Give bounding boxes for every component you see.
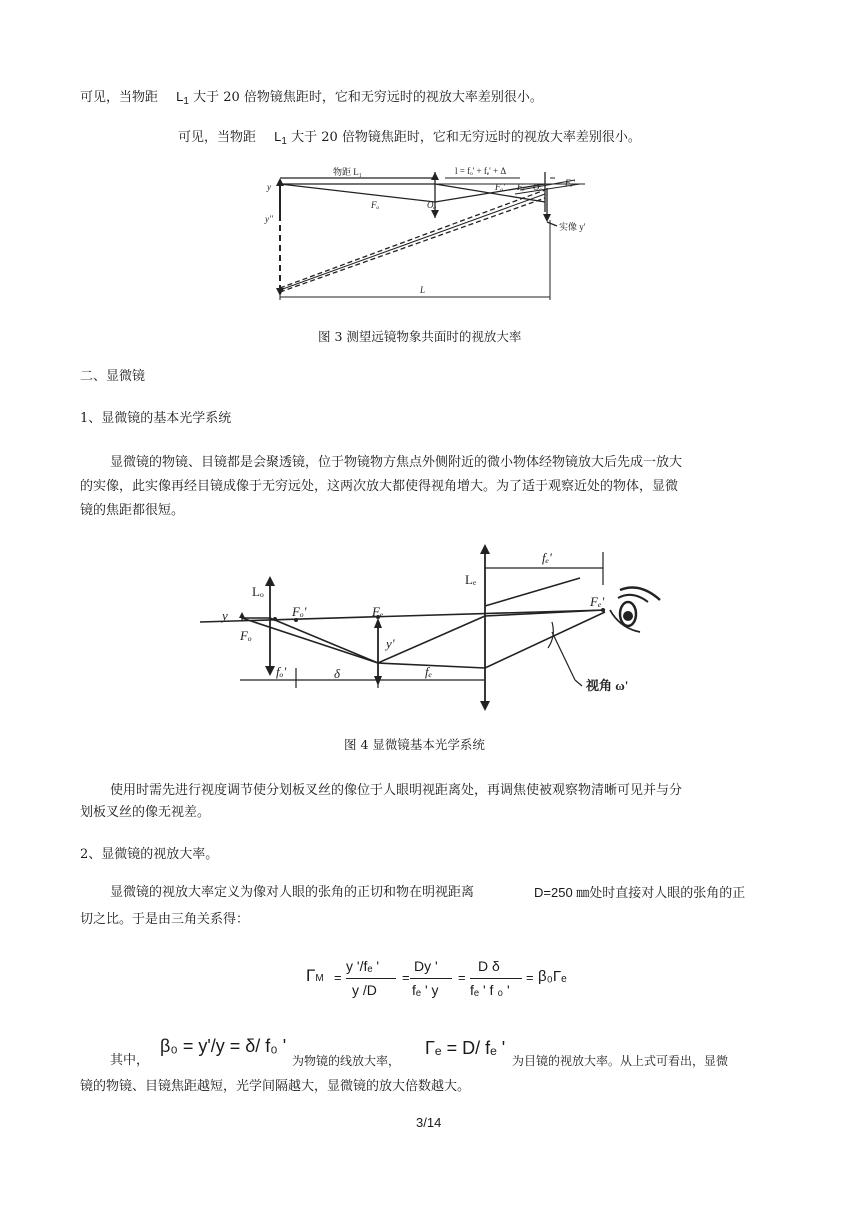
fig3-label-y: y: [267, 182, 271, 192]
gamma-expression: Γₑ = D/ fₑ ': [425, 1038, 506, 1058]
fig4-label-Fo: Fₒ: [240, 628, 252, 643]
subheading-basic-optics: 1、显微镜的基本光学系统: [80, 411, 232, 426]
fig3-label-y2: y'': [265, 214, 273, 224]
para3-part2: D=250 ㎜处时直接对人眼的张角的正: [534, 885, 746, 900]
formula-magnification: [306, 958, 566, 1008]
para4-tail: 为目镜的视放大率。从上式可看出，显微: [512, 1054, 729, 1068]
figure-3-telescope-diagram: [255, 160, 595, 310]
fig3-label-Oo: Oₒ: [427, 200, 437, 210]
symbol-L1: $L_1$: [176, 89, 189, 107]
fig3-label-dist: 物距 L₁: [333, 167, 362, 177]
para4-lead: 其中，: [110, 1053, 150, 1068]
formula-f3-bar: [470, 978, 522, 979]
intro-line-2-post: 大于 20 倍物镜焦距时，它和无穷远时的视放大率差别很小。: [291, 130, 641, 145]
para1-line-3: 镜的焦距都很短。: [80, 503, 185, 518]
fig3-label-L: L: [420, 285, 426, 295]
formula-eq-1: =: [334, 970, 342, 985]
fig3-label-Fe: Fₑ: [517, 182, 525, 192]
fig4-label-fe: fₑ: [425, 664, 433, 679]
formula-f1-num: y '/fₑ ': [346, 958, 380, 974]
formula-f1-den: y /D: [352, 982, 377, 998]
formula-eq-3: =: [458, 970, 466, 985]
para4-mid: 为物镜的线放大率，: [292, 1054, 401, 1068]
formula-gamma: ΓM: [306, 966, 324, 985]
fig3-label-Oe: Oₑ: [533, 182, 542, 192]
fig4-label-Fe: Fₑ: [372, 604, 384, 619]
fig4-label-angle: 视角 ω': [586, 678, 629, 693]
formula-f1-bar: [346, 978, 396, 979]
figure-3-caption: 图 3 测望远镜物象共面时的视放大率: [318, 329, 522, 344]
subheading-magnification: 2、显微镜的视放大率。: [80, 847, 219, 862]
beta-expression: β₀ = y'/y = δ/ f₀ ': [160, 1036, 287, 1056]
fig4-label-y: y: [222, 608, 228, 623]
para4-line2: 镜的物镜、目镜焦距越短，光学间隔越大，显微镜的放大倍数越大。: [80, 1079, 471, 1094]
symbol-L1-2: $L_1$: [274, 129, 287, 147]
fig4-label-Lo: Lₒ: [252, 584, 264, 599]
fig3-label-Fo2: Fₒ': [495, 182, 505, 192]
formula-result: β₀Γₑ: [538, 968, 567, 985]
para3-part1: 显微镜的视放大率定义为像对人眼的张角的正切和物在明视距离: [110, 885, 475, 900]
para1-line-1: 显微镜的物镜、目镜都是会聚透镜，位于物镜物方焦点外侧附近的微小物体经物镜放大后先成一放大: [110, 455, 683, 470]
intro-line-1-pre: 可见，当物距: [80, 90, 159, 105]
formula-eq-4: =: [526, 970, 534, 985]
para1-line-2: 的实像，此实像再经目镜成像于无穷远处，这两次放大都使得视角增大。为了适于观察近处的物体，显微: [80, 479, 679, 494]
formula-f3-den: fₑ ' f ₀ ': [470, 982, 510, 998]
fig3-label-real-image: 实像 y': [559, 222, 586, 232]
fig4-label-fo: fₒ': [276, 664, 287, 679]
intro-line-2-pre: 可见，当物距: [178, 130, 257, 145]
para2-line-2: 划板叉丝的像无视差。: [80, 805, 211, 820]
fig4-label-Le: Lₑ: [465, 572, 477, 587]
formula-f2-num: Dy ': [414, 958, 438, 974]
figure-4-caption: 图 4 显微镜基本光学系统: [344, 737, 485, 752]
section-heading-microscope: 二、显微镜: [80, 369, 146, 384]
page-number: 3/14: [416, 1115, 442, 1130]
formula-f2-den: fₑ ' y: [412, 982, 439, 998]
formula-eq-2: =: [402, 970, 410, 985]
fig4-label-delta: δ: [334, 666, 341, 681]
fig4-label-fe-top: fₑ': [542, 550, 552, 565]
formula-f2-bar: [410, 978, 452, 979]
fig4-label-yprime: y': [386, 636, 395, 651]
intro-line-1: [80, 88, 543, 111]
fig3-label-Fe2: Fₑ': [565, 178, 575, 188]
intro-line-1-post: 大于 20 倍物镜焦距时，它和无穷远时的视放大率差别很小。: [193, 90, 543, 105]
fig3-label-Fo: Fₒ: [371, 200, 380, 210]
intro-line-2: [178, 128, 641, 151]
fig4-label-Fe2: Fₑ': [590, 594, 605, 609]
figure-4-microscope-diagram: [200, 540, 670, 715]
para3-line2: 切之比。于是由三角关系得：: [80, 912, 250, 927]
formula-f3-num: D δ: [478, 958, 500, 974]
fig4-label-Fo2: Fₒ': [292, 604, 307, 619]
fig3-label-l-formula: l = fₒ' + fₑ' + Δ: [455, 166, 507, 176]
para2-line-1: 使用时需先进行视度调节使分划板叉丝的像位于人眼明视距离处，再调焦使被观察物清晰可见并与分: [110, 783, 683, 798]
